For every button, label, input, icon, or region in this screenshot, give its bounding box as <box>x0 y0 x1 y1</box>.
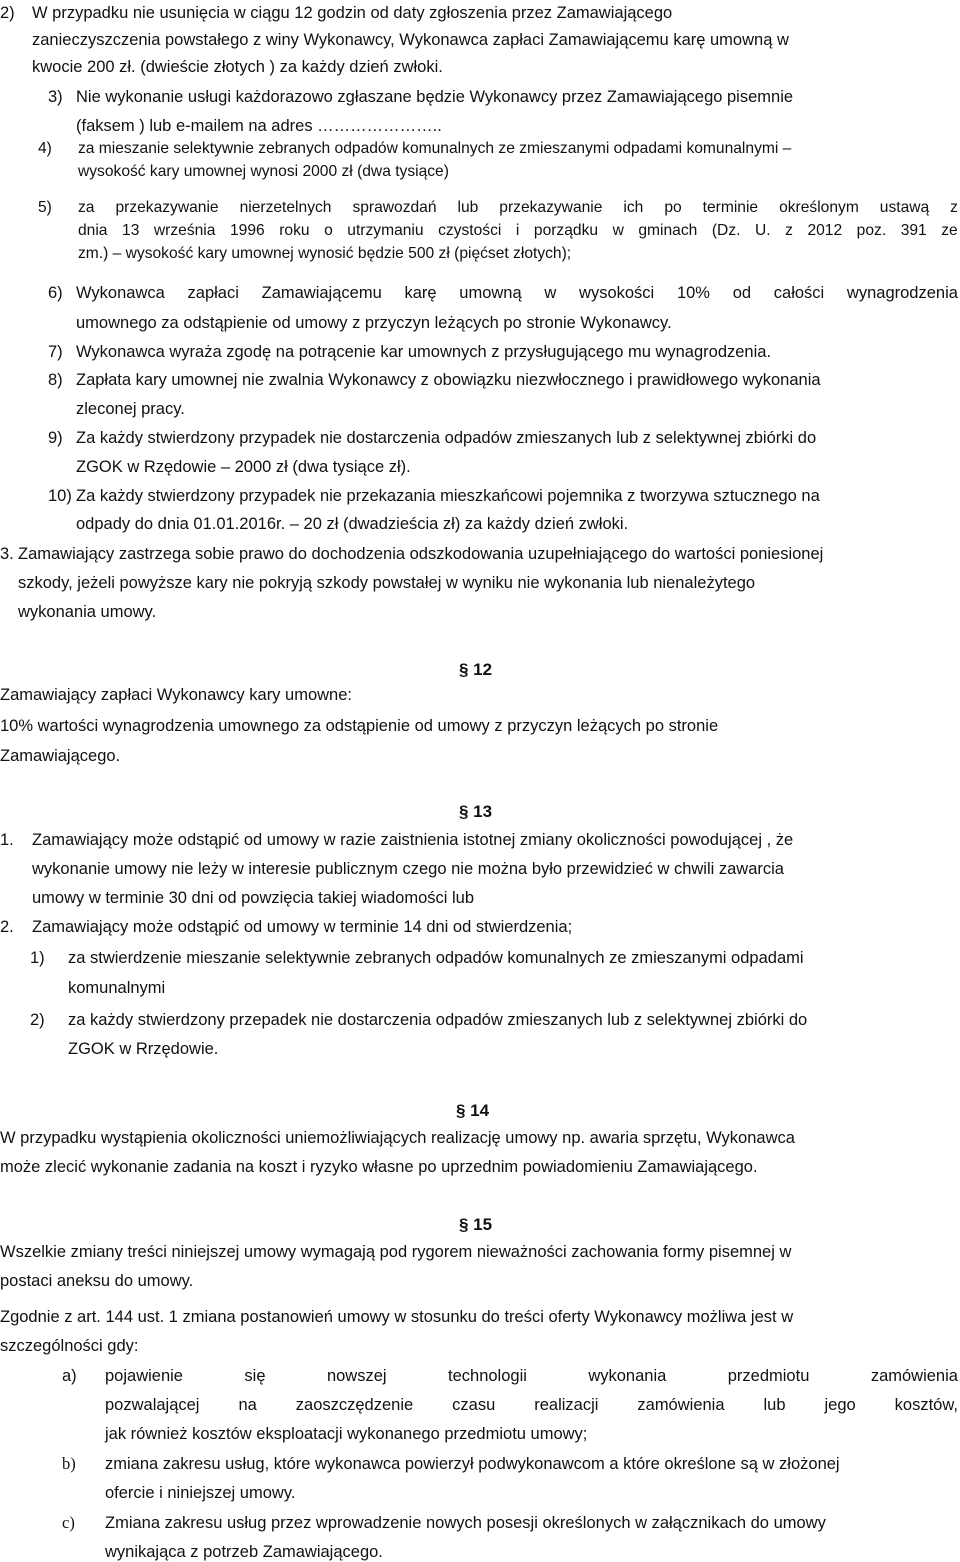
text-line: Wszelkie zmiany treści niniejszej umowy wymagają pod rygorem nieważności zachowania formy pisemnej w <box>0 1243 792 1261</box>
text-line: wykonania umowy. <box>18 603 157 621</box>
text-line: Za każdy stwierdzony przypadek nie dostarczenia odpadów zmieszanych lub z selektywnej zbiórki do <box>76 429 817 447</box>
text-line: Wykonawca wyraża zgodę na potrącenie kar umownych z przysługującego mu wynagrodzenia. <box>76 343 772 361</box>
text-line: W przypadku nie usunięcia w ciągu 12 godzin od daty zgłoszenia przez Zamawiającego <box>32 4 673 22</box>
item-number: 10) <box>48 487 72 505</box>
word: pozwalającej <box>105 1396 200 1414</box>
text-line: za każdy stwierdzony przepadek nie dostarczenia odpadów zmieszanych lub z selektywnej zbiórki do <box>68 1011 808 1029</box>
text-line: Zmiana zakresu usług przez wprowadzenie nowych posesji określonych w załącznikach do umowy <box>105 1514 826 1532</box>
text-line: zanieczyszczenia powstałego z winy Wykonawcy, Wykonawca zapłaci Zamawiającemu karę umowną w <box>32 31 789 49</box>
word: karę <box>404 284 437 302</box>
word: zaoszczędzenie <box>295 1396 414 1414</box>
text-line: W przypadku wystąpienia okoliczności uniemożliwiających realizację umowy np. awaria sprzętu, Wykonawca <box>0 1129 795 1147</box>
word: się <box>244 1367 266 1385</box>
word: wykonania <box>588 1367 667 1385</box>
word: roku <box>279 222 310 239</box>
word: określonym <box>779 199 859 216</box>
text-line: zmiana zakresu usług, które wykonawca powierzył podwykonawcom a które określone są w złożonej <box>105 1455 840 1473</box>
word: (Dz. <box>711 222 741 239</box>
word: terminie <box>702 199 759 216</box>
word: wysokości <box>579 284 655 302</box>
item-number: 7) <box>48 343 63 361</box>
word: gminach <box>638 222 698 239</box>
word: zamówienia <box>637 1396 725 1414</box>
text-line: ZGOK w Rrzędowie. <box>68 1040 219 1058</box>
item-number: 2. <box>0 918 14 936</box>
word: przekazywanie <box>115 199 219 216</box>
item-number: 8) <box>48 371 63 389</box>
word: 13 <box>122 222 140 239</box>
word: po <box>664 199 682 216</box>
text-line: może zlecić wykonanie zadania na koszt i ryzyko własne po uprzednim powiadomieniu Zamawiającego. <box>0 1158 758 1176</box>
item-number: 9) <box>48 429 63 447</box>
word: lub <box>457 199 479 216</box>
word: całości <box>773 284 825 302</box>
text-line: Za każdy stwierdzony przypadek nie przekazania mieszkańcowi pojemnika z tworzywa sztucznego na <box>76 487 820 505</box>
justified-line <box>105 1395 958 1415</box>
text-line: wykonanie umowy nie leży w interesie publicznym czego nie można było przewidzieć w chwili zawarcia <box>32 860 784 878</box>
word: września <box>153 222 216 239</box>
item-number: 6) <box>48 284 63 302</box>
word: nierzetelnych <box>239 199 332 216</box>
word: ustawą <box>879 199 930 216</box>
item-number: 1) <box>30 949 45 967</box>
item-number: 5) <box>38 199 52 216</box>
word: sprawozdań <box>352 199 437 216</box>
word: technologii <box>448 1367 527 1385</box>
text-line: umowy w terminie 30 dni od powzięcia takiej wiadomości lub <box>32 889 475 907</box>
text-line: 10% wartości wynagrodzenia umownego za odstąpienie od umowy z przyczyn leżących po stronie <box>0 717 719 735</box>
text-line: ZGOK w Rzędowie – 2000 zł (dwa tysiące zł). <box>76 458 411 476</box>
text-line: postaci aneksu do umowy. <box>0 1272 194 1290</box>
text-line: Zgodnie z art. 144 ust. 1 zmiana postanowień umowy w stosunku do treści oferty Wykonawcy możliwa jest w <box>0 1308 794 1326</box>
word: 1996 <box>229 222 265 239</box>
word: poz. <box>856 222 887 239</box>
word: za <box>78 199 95 216</box>
text-line: umownego za odstąpienie od umowy z przyczyn leżących po stronie Wykonawcy. <box>76 314 672 332</box>
text-line: wysokość kary umownej wynosi 2000 zł (dwa tysiące) <box>78 163 449 180</box>
item-number: 3. <box>0 545 14 563</box>
word: zamówienia <box>870 1367 958 1385</box>
word: dnia <box>78 222 108 239</box>
text-line: Zapłata kary umownej nie zwalnia Wykonawcy z obowiązku niezwłocznego i prawidłowego wykonania <box>76 371 821 389</box>
text-line: zm.) – wysokość kary umownej wynosić będzie 500 zł (pięćset złotych); <box>78 245 572 262</box>
text-line: kwocie 200 zł. (dwieście złotych ) za każdy dzień zwłoki. <box>32 58 443 76</box>
item-number: 3) <box>48 88 63 106</box>
section-heading: § 12 <box>459 660 493 679</box>
text-line: odpady do dnia 01.01.2016r. – 20 zł (dwadzieścia zł) za każdy dzień zwłoki. <box>76 515 629 533</box>
item-number: 2) <box>30 1011 45 1029</box>
text-line: za stwierdzenie mieszanie selektywnie zebranych odpadów komunalnych ze zmieszanymi odpadami <box>68 949 804 967</box>
justified-line <box>105 1366 958 1386</box>
word: pojawienie <box>105 1367 183 1385</box>
word: realizacji <box>534 1396 599 1414</box>
word: o <box>324 222 333 239</box>
word: Wykonawca <box>76 284 165 302</box>
word: 10% <box>676 284 710 302</box>
word: kosztów, <box>894 1396 958 1414</box>
text-line: komunalnymi <box>68 979 166 997</box>
word: czasu <box>452 1396 496 1414</box>
word: przedmiotu <box>727 1367 810 1385</box>
word: nowszej <box>326 1367 387 1385</box>
text-line: Zamawiający może odstąpić od umowy w terminie 14 dni od stwierdzenia; <box>32 918 573 936</box>
word: na <box>238 1396 257 1414</box>
word: ze <box>941 222 958 239</box>
item-number: 4) <box>38 140 52 157</box>
word: w <box>612 222 624 239</box>
word: z <box>785 222 793 239</box>
section-heading: § 14 <box>456 1101 490 1120</box>
word: z <box>950 199 958 216</box>
text-line <box>78 198 958 218</box>
item-number: c) <box>62 1513 75 1532</box>
word: umowną <box>459 284 522 302</box>
word: ich <box>623 199 644 216</box>
word: utrzymaniu <box>347 222 424 239</box>
word: U. <box>754 222 771 239</box>
word: Zamawiającemu <box>261 284 382 302</box>
item-number: 2) <box>0 4 15 22</box>
item-number: b) <box>62 1454 76 1473</box>
word: lub <box>763 1396 786 1414</box>
item-number: a) <box>62 1367 77 1385</box>
word: 391 <box>900 222 927 239</box>
text-line <box>78 221 958 241</box>
text-line: Zamawiający zastrzega sobie prawo do dochodzenia odszkodowania uzupełniającego do wartości poniesionej <box>18 545 824 563</box>
word: 2012 <box>807 222 843 239</box>
section-heading: § 13 <box>459 802 493 821</box>
text-line: (faksem ) lub e-mailem na adres ………………….. <box>76 117 442 135</box>
section-heading: § 15 <box>459 1215 493 1234</box>
item-number: 1. <box>0 831 14 849</box>
word: przekazywanie <box>499 199 603 216</box>
text-line: Zamawiającego. <box>0 747 121 765</box>
text-line <box>76 283 958 303</box>
text-line: szkody, jeżeli powyższe kary nie pokryją szkody powstałej w wyniku nie wykonania lub nienależytego <box>18 574 756 592</box>
word: wynagrodzenia <box>846 284 958 302</box>
word: od <box>732 284 752 302</box>
text-line: szczególności gdy: <box>0 1337 139 1355</box>
text-line: ofercie i niniejszej umowy. <box>105 1484 296 1502</box>
word: czystości <box>438 222 502 239</box>
text-line: zleconej pracy. <box>76 400 185 418</box>
word: zapłaci <box>187 284 239 302</box>
word: jego <box>824 1396 856 1414</box>
word: i <box>515 222 520 239</box>
text-line: wynikająca z potrzeb Zamawiającego. <box>105 1543 383 1561</box>
text-line: Zamawiający może odstąpić od umowy w razie zaistnienia istotnej zmiany okoliczności powodującej , że <box>32 831 794 849</box>
text-line: Nie wykonanie usługi każdorazowo zgłaszane będzie Wykonawcy przez Zamawiającego pisemnie <box>76 88 794 106</box>
text-line: jak również kosztów eksploatacji wykonanego przedmiotu umowy; <box>105 1425 588 1443</box>
text-line: za mieszanie selektywnie zebranych odpadów komunalnych ze zmieszanymi odpadami komunalnymi – <box>78 140 792 157</box>
text-line: Zamawiający zapłaci Wykonawcy kary umowne: <box>0 686 352 704</box>
word: porządku <box>533 222 599 239</box>
word: w <box>544 284 557 302</box>
